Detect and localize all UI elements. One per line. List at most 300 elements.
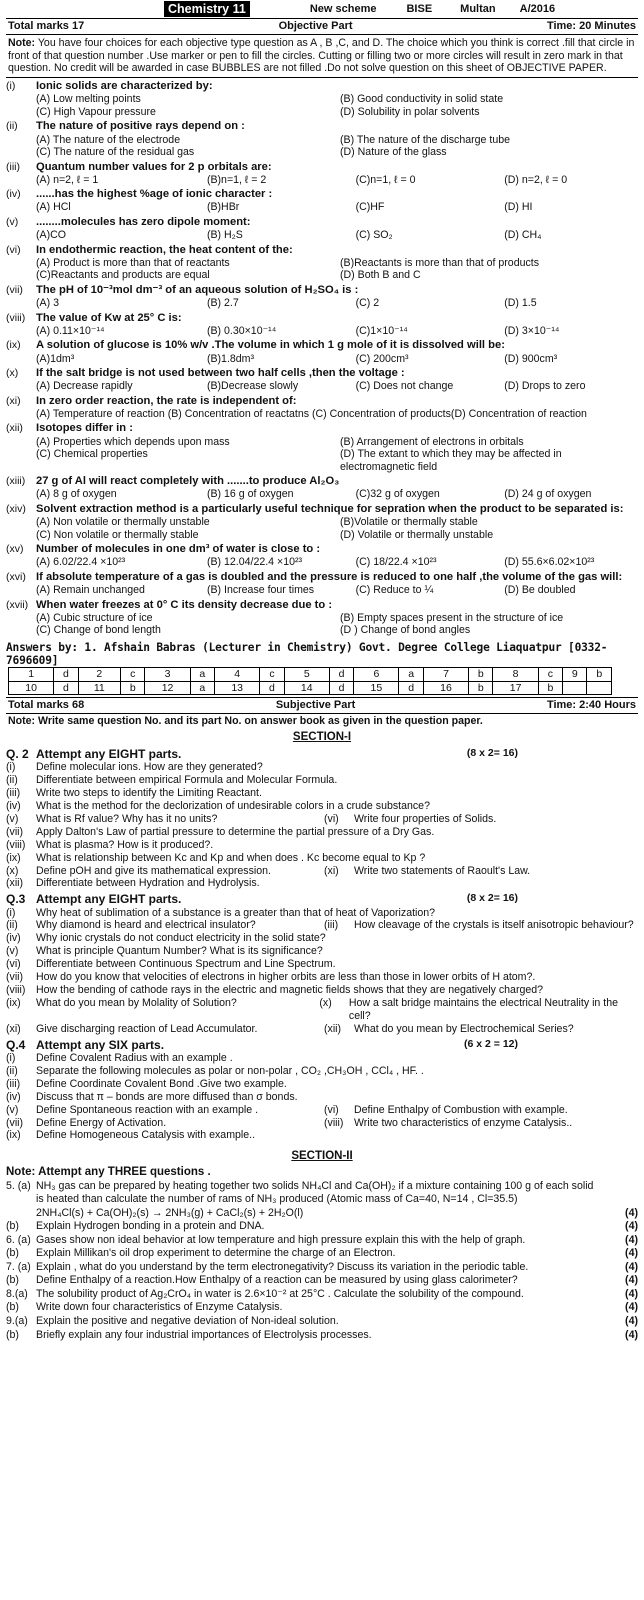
mcq-options <box>36 229 638 242</box>
question-number: (iii) <box>324 919 339 932</box>
question-text: Write two characteristics of enzyme Catalysis.. <box>354 1116 573 1129</box>
question-number: (x) <box>319 997 332 1009</box>
mcq-item <box>6 216 638 242</box>
mcq-option: (D) 1.5 <box>504 297 537 310</box>
mcq-options <box>36 325 638 338</box>
mcq-option: (A) Low melting points <box>36 93 141 106</box>
question-text: Give discharging reaction of Lead Accumulator. <box>36 1022 258 1035</box>
question-number: (b) <box>6 1247 19 1260</box>
question-number: (vi) <box>324 812 339 825</box>
question-text: How the bending of cathode rays in the electric and magnetic fields shows that they are negatively charged? <box>36 984 544 997</box>
objective-bar <box>6 18 638 35</box>
scheme-label: New scheme <box>309 2 377 15</box>
answer-choice: b <box>469 681 493 694</box>
answers-title: Answers by: 1. Afshain Babras (Lecturer in Chemistry) Govt. Degree College Liaquatpur [0332-7696609] <box>6 640 608 668</box>
mcq-options <box>36 516 638 541</box>
mcq-number: (viii) <box>6 311 26 324</box>
answer-choice: a <box>399 668 423 681</box>
short-question-pair <box>6 813 638 826</box>
question-text: Differentiate between Continuous Spectrum and Line Spectrum. <box>36 958 336 971</box>
mcq-options <box>36 201 638 214</box>
mcq-option: (C) The nature of the residual gas <box>36 146 195 159</box>
mcq-body <box>36 339 638 365</box>
mcq-option: (D) 55.6×6.02×10²³ <box>504 556 595 569</box>
mcq-question: Isotopes differ in : <box>36 422 133 435</box>
short-question <box>6 826 638 839</box>
question-number: (x) <box>6 864 19 877</box>
question-marks: (4) <box>625 1287 638 1300</box>
mcq-body <box>36 503 638 541</box>
mcq-option: (B) H₂S <box>206 229 243 242</box>
mcq-option: (A) Temperature of reaction (B) Concentration of reactatns (C) Concentration of products(D) Concentration of reaction <box>36 407 587 420</box>
question-number: (vii) <box>6 1116 24 1129</box>
answer-question-number: 11 <box>78 681 120 694</box>
answer-question-number: 7 <box>423 668 468 681</box>
objective-note <box>6 35 638 78</box>
long-question <box>6 1220 638 1234</box>
mcq-item <box>6 367 638 393</box>
section-2-title: SECTION-II <box>291 1150 353 1163</box>
short-question <box>6 971 638 984</box>
mcq-number: (xii) <box>6 422 23 435</box>
mcq-option: (A)1dm³ <box>36 352 75 365</box>
objective-time: Time: 20 Minutes <box>546 20 636 32</box>
mcq-item <box>6 395 638 421</box>
question-text: Explain , what do you understand by the term electronegativity? Discuss its variation in the periodic table. <box>36 1260 529 1273</box>
question-number: (v) <box>6 1103 19 1116</box>
short-question <box>6 852 638 865</box>
mcq-body <box>36 422 638 473</box>
exam-paper <box>6 0 638 1342</box>
q3-marks: (8 x 2= 16) <box>466 892 518 905</box>
question-text: What do you mean by Electrochemical Series? <box>354 1022 574 1035</box>
short-question <box>6 945 638 958</box>
paper-header <box>6 0 638 18</box>
subjective-note: Note: Write same question No. and its part No. on answer book as given in the question paper. <box>8 714 483 727</box>
mcq-option: (C) Non volatile or thermally stable <box>36 528 199 541</box>
mcq-body <box>36 312 638 338</box>
answer-question-number: 8 <box>493 668 538 681</box>
question-number: 7. (a) <box>6 1260 31 1273</box>
question-number: (viii) <box>6 838 26 851</box>
question-number <box>6 1207 36 1221</box>
question-marks: (4) <box>625 1260 638 1273</box>
mcq-question: A solution of glucose is 10% w/v .The volume in which 1 g mole of it is dissolved will be: <box>36 339 505 352</box>
mcq-option: (A) HCl <box>36 201 71 214</box>
question-text: Define Homogeneous Catalysis with example.. <box>36 1129 256 1142</box>
mcq-options <box>36 488 638 501</box>
mcq-option: (B)n=1, ℓ = 2 <box>206 173 267 186</box>
long-question <box>6 1288 638 1302</box>
short-question-pair <box>6 1117 638 1130</box>
short-question-pair <box>6 1023 638 1036</box>
mcq-number: (xiv) <box>6 502 26 515</box>
question-number: (ii) <box>6 774 18 787</box>
question-number: (vi) <box>324 1103 339 1116</box>
question-number: (ix) <box>6 851 21 864</box>
long-question <box>6 1301 638 1315</box>
question-marks: (4) <box>625 1206 638 1219</box>
mcq-option: (B)1.8dm³ <box>206 352 255 365</box>
short-question <box>6 907 638 920</box>
short-question <box>6 877 638 890</box>
question-number: (iv) <box>6 932 21 945</box>
mcq-number: (xvi) <box>6 570 26 583</box>
mcq-body <box>36 571 638 597</box>
mcq-option: (C) Does not change <box>355 380 454 393</box>
mcq-option: (A) Product is more than that of reactants <box>36 256 230 269</box>
q4-list <box>6 1052 638 1142</box>
answer-choice: d <box>54 668 78 681</box>
mcq-body <box>36 367 638 393</box>
question-number: (b) <box>6 1220 19 1233</box>
mcq-option: (A) Decrease rapidly <box>36 380 133 393</box>
answer-question-number: 17 <box>493 681 538 694</box>
mcq-option: (D) Both B and C <box>340 269 421 282</box>
mcq-option: (D) HI <box>504 201 533 214</box>
mcq-option: (C) 18/22.4 ×10²³ <box>355 556 437 569</box>
short-question <box>6 1052 638 1065</box>
mcq-option: (C) High Vapour pressure <box>36 105 156 118</box>
mcq-option: (D) Solubility in polar solvents <box>340 105 480 118</box>
mcq-option: (C) Chemical properties <box>36 448 148 461</box>
mcq-option: (C) Change of bond length <box>36 624 161 637</box>
mcq-item <box>6 422 638 473</box>
question-marks: (4) <box>625 1301 638 1314</box>
question-number: (ix) <box>6 997 21 1009</box>
answer-question-number: 14 <box>284 681 329 694</box>
short-question-pair <box>6 919 638 932</box>
mcq-option: (A) n=2, ℓ = 1 <box>36 173 99 186</box>
mcq-number: (iii) <box>6 160 20 173</box>
question-text: Explain the positive and negative deviation of Non-ideal solution. <box>36 1314 339 1327</box>
question-number: (vii) <box>6 825 24 838</box>
short-question <box>6 1065 638 1078</box>
mcq-number: (ix) <box>6 339 21 352</box>
answer-choice: b <box>469 668 493 681</box>
mcq-option: (A) 8 g of oxygen <box>36 488 117 501</box>
question-number: (b) <box>6 1301 19 1314</box>
short-question <box>6 839 638 852</box>
question-number: (iv) <box>6 799 21 812</box>
question-number: (vii) <box>6 971 24 984</box>
mcq-option: (B)Reactants is more than that of products <box>340 256 540 269</box>
mcq-options <box>36 612 638 637</box>
question-marks: (4) <box>625 1314 638 1327</box>
mcq-question: In endothermic reaction, the heat content of the: <box>36 243 293 256</box>
long-question <box>6 1247 638 1261</box>
answer-choice: b <box>587 668 612 681</box>
answer-question-number: 15 <box>354 681 399 694</box>
mcq-item <box>6 599 638 637</box>
long-question <box>6 1329 638 1343</box>
answer-choice: d <box>399 681 423 694</box>
mcq-question: Ionic solids are characterized by: <box>36 80 213 93</box>
question-marks <box>598 1180 638 1207</box>
mcq-options <box>36 353 638 366</box>
mcq-option: (B) Increase four times <box>206 584 315 597</box>
mcq-option: (A) The nature of the electrode <box>36 133 181 146</box>
mcq-body <box>36 216 638 242</box>
long-question <box>6 1207 638 1221</box>
short-question <box>6 800 638 813</box>
question-text: Briefly explain any four industrial importances of Electrolysis processes. <box>36 1328 372 1341</box>
question-number: 6. (a) <box>6 1233 31 1246</box>
mcq-option: (A)CO <box>36 229 67 242</box>
mcq-option: (B) The nature of the discharge tube <box>340 133 510 146</box>
mcq-question: ........molecules has zero dipole moment: <box>36 215 251 228</box>
answer-question-number: 5 <box>284 668 329 681</box>
long-question-list <box>6 1180 638 1343</box>
mcq-question: The nature of positive rays depend on : <box>36 120 245 133</box>
mcq-body <box>36 543 638 569</box>
answer-choice: b <box>121 681 145 694</box>
mcq-number: (iv) <box>6 188 21 201</box>
mcq-option: (C) SO₂ <box>355 229 393 242</box>
question-number: (vi) <box>6 958 21 971</box>
answer-choice: b <box>538 681 562 694</box>
question-number: (i) <box>6 906 16 919</box>
question-text: What is Rf value? Why has it no units? <box>36 812 218 825</box>
question-text: Define molecular ions. How are they generated? <box>36 761 263 774</box>
question-marks: (4) <box>625 1247 638 1260</box>
mcq-option: (A) Cubic structure of ice <box>36 611 153 624</box>
question-number: (viii) <box>324 1116 344 1129</box>
mcq-number: (x) <box>6 367 19 380</box>
mcq-option: (A) 6.02/22.4 ×10²³ <box>36 556 126 569</box>
mcq-option: (B)Volatile or thermally stable <box>340 516 478 529</box>
q2-heading <box>6 747 638 761</box>
mcq-item <box>6 571 638 597</box>
answer-question-number: 10 <box>9 681 54 694</box>
mcq-question: If absolute temperature of a gas is doubled and the pressure is reduced to one half ,the volume of the gas will: <box>36 570 623 583</box>
board-label: BISE <box>406 2 433 15</box>
question-text: The solubility product of Ag₂CrO₄ in water is 2.6×10⁻² at 25°C . Calculate the solubility of the compound. <box>36 1287 524 1300</box>
section-2-note: Note: Attempt any THREE questions . <box>6 1165 211 1178</box>
question-number: 9.(a) <box>6 1314 28 1327</box>
mcq-item <box>6 161 638 187</box>
question-number: (xii) <box>6 877 24 890</box>
mcq-option: (C) 2 <box>355 297 380 310</box>
short-question <box>6 1129 638 1142</box>
mcq-option: (D) Drops to zero <box>504 380 586 393</box>
q3-list <box>6 907 638 1036</box>
mcq-item <box>6 244 638 282</box>
question-text: Differentiate between Hydration and Hydrolysis. <box>36 877 260 890</box>
mcq-option: (D) Be doubled <box>504 584 576 597</box>
mcq-option: (A) Properties which depends upon mass <box>36 435 230 448</box>
answer-question-number: 1 <box>9 668 54 681</box>
question-number: (b) <box>6 1274 19 1287</box>
question-number: (ii) <box>6 1064 18 1077</box>
mcq-options <box>36 584 638 597</box>
long-question <box>6 1261 638 1275</box>
answer-choice: d <box>329 668 353 681</box>
question-number: (b) <box>6 1328 19 1341</box>
short-question <box>6 774 638 787</box>
mcq-item <box>6 475 638 501</box>
question-number: (xii) <box>324 1022 342 1035</box>
answer-question-number: 4 <box>215 668 260 681</box>
mcq-option: (C)1×10⁻¹⁴ <box>355 324 408 337</box>
mcq-body <box>36 80 638 118</box>
mcq-option: (D) The extant to which they may be affected in electromagnetic field <box>340 448 562 473</box>
short-question-pair <box>6 997 638 1023</box>
answer-question-number <box>563 681 587 694</box>
mcq-option: (B) 0.30×10⁻¹⁴ <box>206 324 277 337</box>
question-number: (ix) <box>6 1129 21 1142</box>
answer-row <box>9 681 612 694</box>
q3-label: Q.3 <box>6 892 26 907</box>
question-text: Why ionic crystals do not conduct electricity in the solid state? <box>36 932 326 945</box>
q4-title: Attempt any SIX parts. <box>36 1037 165 1052</box>
mcq-item <box>6 312 638 338</box>
answer-row <box>9 668 612 681</box>
subjective-bar <box>6 697 638 714</box>
mcq-number: (ii) <box>6 120 18 133</box>
short-question <box>6 787 638 800</box>
mcq-number: (i) <box>6 80 16 93</box>
mcq-options <box>36 436 638 474</box>
mcq-question: If the salt bridge is not used between two half cells ,then the voltage : <box>36 367 405 380</box>
question-text: Why diamond is heard and electrical insulator? <box>36 919 256 932</box>
mcq-item <box>6 188 638 214</box>
long-question <box>6 1180 638 1207</box>
answer-choice: d <box>54 681 78 694</box>
objective-title: Objective Part <box>278 20 353 32</box>
mcq-option: (D) Nature of the glass <box>340 146 447 159</box>
mcq-option: (B) 12.04/22.4 ×10²³ <box>206 556 303 569</box>
question-number: (iv) <box>6 1090 21 1103</box>
question-number: (i) <box>6 761 16 774</box>
mcq-question: The value of Kw at 25° C is: <box>36 311 182 324</box>
question-text: Apply Dalton's Law of partial pressure to determine the partial pressure of a Dry Gas. <box>36 825 435 838</box>
long-question <box>6 1315 638 1329</box>
mcq-question: Number of molecules in one dm³ of water is close to : <box>36 543 321 556</box>
answer-key-table <box>8 667 612 695</box>
question-text: Gases show non ideal behavior at low temperature and high pressure explain this with the help of graph. <box>36 1233 526 1246</box>
question-number: (xi) <box>6 1022 21 1035</box>
mcq-options <box>36 174 638 187</box>
q4-label: Q.4 <box>6 1037 26 1052</box>
mcq-question: The pH of 10⁻³mol dm⁻³ of an aqueous solution of H₂SO₄ is : <box>36 283 359 296</box>
mcq-item <box>6 120 638 158</box>
answer-question-number: 12 <box>145 681 190 694</box>
mcq-item <box>6 339 638 365</box>
mcq-number: (xiii) <box>6 475 26 488</box>
paper-year: A/2016 <box>519 2 556 15</box>
short-question-pair <box>6 865 638 878</box>
mcq-number: (vi) <box>6 243 21 256</box>
mcq-body <box>36 244 638 282</box>
short-question <box>6 958 638 971</box>
short-question <box>6 1091 638 1104</box>
question-text: Write two statements of Raoult's Law. <box>354 864 531 877</box>
mcq-list <box>6 80 638 637</box>
question-number: (ii) <box>6 919 18 932</box>
mcq-option: (C)n=1, ℓ = 0 <box>355 173 416 186</box>
answer-choice <box>587 681 612 694</box>
mcq-option: (C) Reduce to ¼ <box>355 584 434 597</box>
short-question <box>6 984 638 997</box>
q2-label: Q. 2 <box>6 747 29 762</box>
mcq-body <box>36 188 638 214</box>
question-number: (viii) <box>6 984 26 997</box>
question-text: How a salt bridge maintains the electrical Neutrality in the cell? <box>348 997 618 1022</box>
question-marks: (4) <box>625 1274 638 1287</box>
question-marks: (4) <box>625 1328 638 1341</box>
question-number: 8.(a) <box>6 1287 28 1300</box>
subject-label: Chemistry 11 <box>164 1 250 18</box>
q2-list <box>6 761 638 890</box>
mcq-option: (A) 3 <box>36 297 59 310</box>
mcq-options <box>36 408 638 421</box>
mcq-options <box>36 556 638 569</box>
answer-question-number: 9 <box>563 668 587 681</box>
short-question <box>6 932 638 945</box>
section-1-title: SECTION-I <box>292 731 352 744</box>
mcq-option: (D) 24 g of oxygen <box>504 488 592 501</box>
question-marks: (4) <box>625 1220 638 1233</box>
mcq-body <box>36 475 638 501</box>
mcq-option: (C)HF <box>355 201 385 214</box>
question-number: (v) <box>6 945 19 958</box>
mcq-options <box>36 93 638 118</box>
short-question-pair <box>6 1104 638 1117</box>
mcq-number: (v) <box>6 215 19 228</box>
answer-question-number: 6 <box>354 668 399 681</box>
question-text: Write down four characteristics of Enzyme Catalysis. <box>36 1301 283 1314</box>
question-text: How cleavage of the crystals is itself anisotropic behaviour? <box>354 919 634 932</box>
question-text: Write two steps to identify the Limiting Reactant. <box>36 787 262 800</box>
mcq-number: (xv) <box>6 543 24 556</box>
question-text: What do you mean by Molality of Solution? <box>36 997 237 1009</box>
answer-choice: c <box>538 668 562 681</box>
mcq-option: (A) 0.11×10⁻¹⁴ <box>36 324 105 337</box>
question-marks: (4) <box>625 1233 638 1246</box>
mcq-option: (A) Remain unchanged <box>36 584 145 597</box>
mcq-body <box>36 284 638 310</box>
mcq-body <box>36 395 638 421</box>
question-text: Explain Millikan's oil drop experiment to determine the charge of an Electron. <box>36 1247 396 1260</box>
long-question <box>6 1234 638 1248</box>
question-text: Separate the following molecules as polar or non-polar , CO₂ ,CH₃OH , CCl₄ , HF. . <box>36 1064 424 1077</box>
subjective-time: Time: 2:40 Hours <box>546 698 636 711</box>
mcq-option: (D) n=2, ℓ = 0 <box>504 173 568 186</box>
question-text: NH₃ gas can be prepared by heating together two solids NH₄Cl and Ca(OH)₂ if a mixture containing 100 g of each solid is heated than calculate the number of rams of NH₃ produced (Atomic mass of Ca=40, N=14 , Cl=35.5) <box>36 1179 594 1206</box>
answer-choice: d <box>260 681 284 694</box>
mcq-question: When water freezes at 0° C its density decrease due to : <box>36 598 333 611</box>
question-text: Write four properties of Solids. <box>354 812 497 825</box>
question-text: What is principle Quantum Number? What is its significance? <box>36 945 323 958</box>
mcq-option: (B) Empty spaces present in the structure of ice <box>340 611 564 624</box>
short-question <box>6 761 638 774</box>
city-label: Multan <box>460 2 496 15</box>
mcq-options <box>36 380 638 393</box>
mcq-option: (C)Reactants and products are equal <box>36 269 210 282</box>
answer-question-number: 16 <box>423 681 468 694</box>
long-question <box>6 1274 638 1288</box>
question-number: 5. (a) <box>6 1179 31 1192</box>
q2-title: Attempt any EIGHT parts. <box>36 747 182 762</box>
mcq-item <box>6 543 638 569</box>
mcq-number: (xi) <box>6 394 21 407</box>
question-number: (xi) <box>324 864 339 877</box>
answer-question-number: 3 <box>145 668 190 681</box>
mcq-number: (xvii) <box>6 598 29 611</box>
answer-choice: c <box>260 668 284 681</box>
note-label: Note: <box>8 36 36 49</box>
